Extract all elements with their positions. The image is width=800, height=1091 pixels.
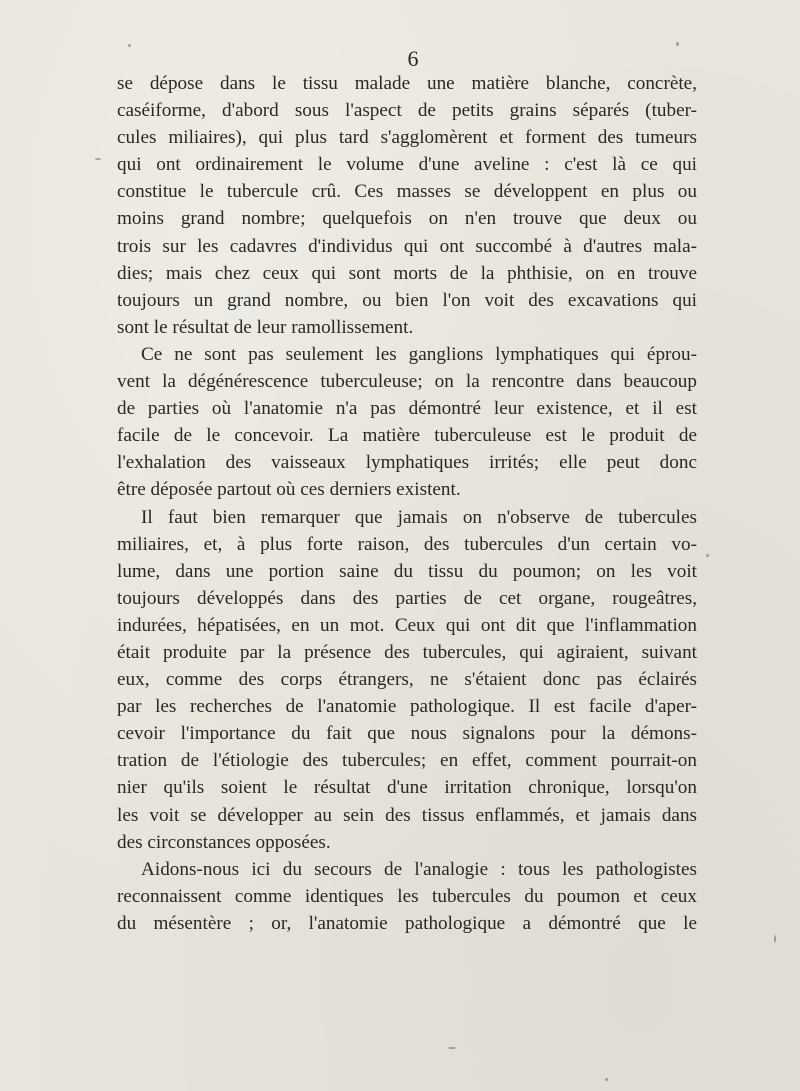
text-line: reconnaissent comme identiques les tubercules du poumon et ceux — [117, 885, 697, 907]
text-line: du mésentère ; or, l'anatomie pathologique a démontré que le — [117, 912, 697, 934]
text-line: facile de le concevoir. La matière tuberculeuse est le produit de — [117, 425, 697, 447]
text-line: cules miliaires), qui plus tard s'agglomèrent et forment des tumeurs — [117, 127, 697, 149]
text-line: vent la dégénérescence tuberculeuse; on la rencontre dans beaucoup — [117, 371, 697, 393]
body-text — [117, 70, 697, 937]
text-line: cevoir l'importance du fait que nous signalons pour la démons- — [117, 723, 697, 745]
text-line: trois sur les cadavres d'individus qui ont succombé à d'autres mala- — [117, 235, 697, 257]
paper-speck — [774, 935, 776, 943]
text-line: de parties où l'anatomie n'a pas démontré leur existence, et il est — [117, 398, 697, 420]
text-line: moins grand nombre; quelquefois on n'en trouve que deux ou — [117, 208, 697, 230]
paragraph-4 — [117, 856, 697, 937]
text-line: sont le résultat de leur ramollissement. — [117, 316, 414, 338]
text-line: les voit se développer au sein des tissus enflammés, et jamais dans — [117, 804, 697, 826]
paper-speck — [128, 44, 131, 47]
text-line: Aidons-nous ici du secours de l'analogie : tous les pathologistes — [141, 858, 697, 880]
text-line: indurées, hépatisées, en un mot. Ceux qui ont dit que l'inflammation — [117, 614, 697, 636]
text-line: qui ont ordinairement le volume d'une aveline : c'est là ce qui — [117, 154, 697, 176]
paper-speck — [706, 554, 709, 557]
paragraph-1 — [117, 70, 697, 341]
paper-speck — [95, 158, 101, 160]
text-line: lume, dans une portion saine du tissu du poumon; on les voit — [117, 560, 697, 582]
text-line: des circonstances opposées. — [117, 831, 331, 853]
text-line: dies; mais chez ceux qui sont morts de la phthisie, on en trouve — [117, 262, 697, 284]
text-line: Ce ne sont pas seulement les ganglions lymphatiques qui éprou- — [141, 343, 697, 365]
text-line: constitue le tubercule crû. Ces masses se développent en plus ou — [117, 181, 697, 203]
text-line: tration de l'étiologie des tubercules; en effet, comment pourrait-on — [117, 750, 697, 772]
text-line: était produite par la présence des tubercules, qui agiraient, suivant — [117, 641, 697, 663]
text-line: par les recherches de l'anatomie pathologique. Il est facile d'aper- — [117, 696, 697, 718]
page-number: 6 — [407, 46, 419, 71]
text-line: se dépose dans le tissu malade une matière blanche, concrète, — [117, 73, 697, 94]
text-line: l'exhalation des vaisseaux lymphatiques irrités; elle peut donc — [117, 452, 697, 474]
text-line: toujours développés dans des parties de cet organe, rougeâtres, — [117, 587, 697, 609]
text-line: toujours un grand nombre, ou bien l'on voit des excavations qui — [117, 289, 697, 311]
text-line: nier qu'ils soient le résultat d'une irritation chronique, lorsqu'on — [117, 777, 697, 799]
text-line: miliaires, et, à plus forte raison, des tubercules d'un certain vo- — [117, 533, 697, 555]
text-line: Il faut bien remarquer que jamais on n'observe de tubercules — [141, 506, 697, 528]
paragraph-3 — [117, 504, 697, 856]
paragraph-2 — [117, 341, 697, 504]
text-line: eux, comme des corps étrangers, ne s'étaient donc pas éclairés — [117, 669, 697, 691]
text-line: être déposée partout où ces derniers existent. — [117, 479, 461, 501]
paper-speck — [676, 42, 679, 46]
text-line: caséiforme, d'abord sous l'aspect de petits grains séparés (tuber- — [117, 100, 697, 122]
paper-speck — [605, 1078, 608, 1081]
paper-speck — [448, 1047, 456, 1049]
